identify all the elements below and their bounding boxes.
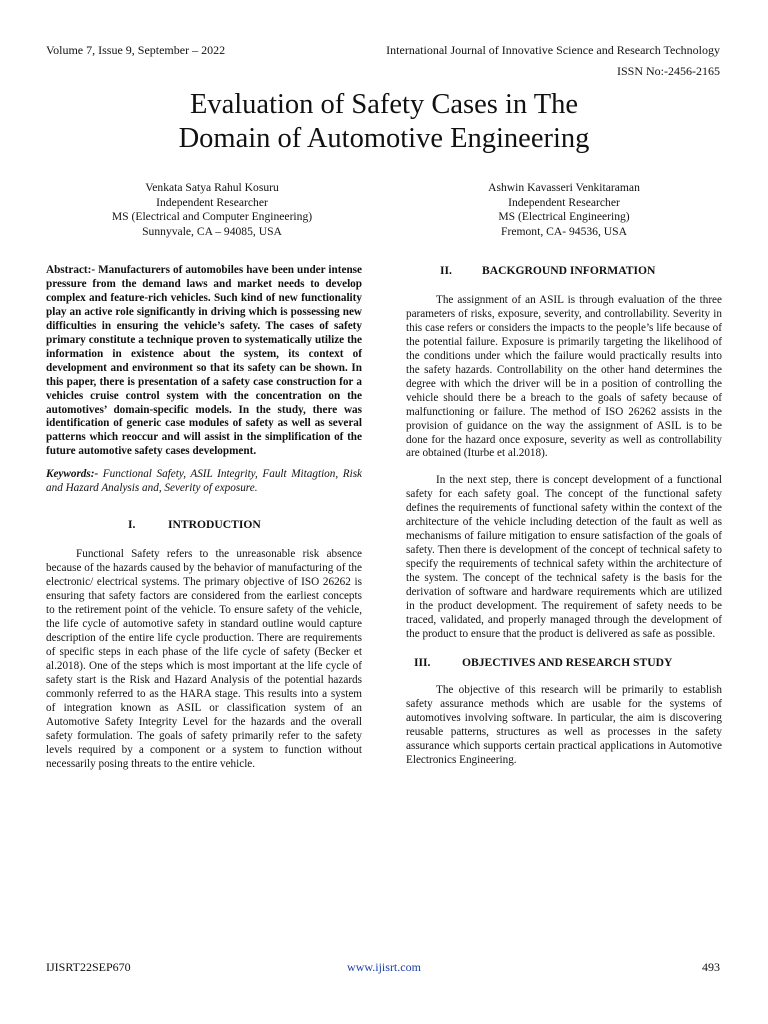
page-number: 493	[702, 960, 720, 974]
keywords-text: Functional Safety, ASIL Integrity, Fault Mitagtion, Risk and Hazard Analysis and, Severity of exposure.	[46, 468, 363, 495]
author-location: Fremont, CA- 94536, USA	[501, 224, 627, 238]
background-paragraph-1: The assignment of an ASIL is through evaluation of the three parameters of risks, exposure, severity, and controllability. Severity in this case refers or considers the impacts to the people’s life because of the potential failure. Exposure is primarily targeting the likelihood of the conditions under which the failure would practically results into the safety hazards. Controllability on the other hand determines the degree with which the driver will be in a position of controlling the vehicle should there be a breach to the goals of safety because of malfunctioning or failure. The method of ISO 26262 assists in the provision of guidance on the way the assignment of ASIL is to be done for the hazard once exposure, severity as well as controllability are obtained (Iturbe et al.2018).	[406, 294, 722, 460]
section-number: I.	[128, 518, 136, 532]
objectives-paragraph: The objective of this research will be primarily to establish safety assurance methods which are usable for the systems of automotives involving software. In particular, the aim is discovering reusable patterns, structures as well as processes in the safety assurance which supports certain practical applications in Automotive Electronics Engineering.	[406, 683, 722, 766]
introduction-paragraph: Functional Safety refers to the unreasonable risk absence because of the hazards caused by the behavior of manufacturing of the electronic/ electrical systems. The primary objective of ISO 26262 is ensuring that safety factors are considered from the earliest concepts to the retirement point of the vehicle. To ensure safety of the vehicle, the life cycle of automotive safety in standard outline would capture description of the entire life cycle production. There are requirements of specific steps in each phase of the life cycle of safety (Becker et al.2018). One of the steps which is most important at the life cycle of safety start is the Risk and Hazard Analysis of the potential hazards commonly referred to as the HARA stage. This results into a system of integration known as ASIL or classification system of an Automotive Safety Integrity Level for the hazards and the overall safety formulation. The goals of safety primarily refer to the safety levels required by a component or a system to function without necessarily posing threats to the entire vehicle.	[46, 548, 362, 770]
author-degree: MS (Electrical Engineering)	[498, 210, 630, 223]
paper-title	[84, 88, 684, 156]
author-role: Independent Researcher	[156, 195, 268, 209]
author-role: Independent Researcher	[508, 195, 620, 209]
author-location: Sunnyvale, CA – 94085, USA	[142, 224, 282, 238]
title-line-1: Evaluation of Safety Cases in The	[189, 89, 579, 120]
issn: ISSN No:-2456-2165	[616, 64, 720, 78]
journal-volume: Volume 7, Issue 9, September – 2022	[46, 43, 226, 57]
journal-name: International Journal of Innovative Science and Research Technology	[386, 43, 720, 57]
keywords	[46, 468, 362, 496]
abstract: Abstract:- Manufacturers of automobiles have been under intense pressure from the demand laws and market needs to develop complex and feature-rich vehicles. Such kind of new functionality play an active role significantly in driving which is possessing new difficulties in ensuring the vehicle’s safety. The cases of safety primary constitute a technique proven to systematically utilize the information in existence about the system, its context of development and environment so that its safety can be shown. In this paper, there is presentation of a safety case construction for a vehicles cruise control system with the concentration on the automotives’ domain-specific models. In the study, there was identification of generic case modules of safety as well as several patterns which reoccur and will assist in the simplification of the future automotive safety cases development.	[46, 264, 362, 458]
section-heading-objectives	[406, 656, 722, 670]
author-degree: MS (Electrical and Computer Engineering)	[111, 210, 313, 223]
title-line-2: Domain of Automotive Engineering	[178, 123, 590, 154]
section-number: III.	[414, 655, 431, 669]
section-title: BACKGROUND INFORMATION	[482, 264, 656, 277]
section-heading-background	[406, 264, 722, 278]
section-title: OBJECTIVES AND RESEARCH STUDY	[462, 655, 673, 669]
left-column	[46, 264, 362, 772]
paper-id: IJISRT22SEP670	[46, 960, 131, 974]
section-heading-introduction	[46, 518, 362, 532]
right-column	[406, 264, 722, 768]
author-name: Ashwin Kavasseri Venkitaraman	[488, 181, 640, 194]
author-name: Venkata Satya Rahul Kosuru	[145, 181, 279, 194]
background-paragraph-2: In the next step, there is concept development of a functional safety for each safety goal. The concept of the functional safety defines the requirements of functional safety within the context of the architecture of the vehicle including detection of the fault as well as mechanisms of failure mitigation to ensure satisfaction of the goals of safety. Then there is development of the concept of technical safety to specify the requirements of technical safety within the architecture of the system. The concept of the technical safety is the basis for the derivation of software and hardware requirements which are utilized in the product development. The requirement of safety needs to be traced, validated, and properly managed through the development of the product to ensure that the product is delivered as safe as possible.	[406, 474, 722, 640]
section-number: II.	[440, 264, 452, 277]
author-block-1	[72, 181, 352, 239]
keywords-label: Keywords:-	[46, 468, 99, 481]
journal-website-link[interactable]: www.ijisrt.com	[347, 960, 421, 974]
section-title: INTRODUCTION	[168, 518, 261, 532]
author-block-2	[424, 181, 704, 239]
